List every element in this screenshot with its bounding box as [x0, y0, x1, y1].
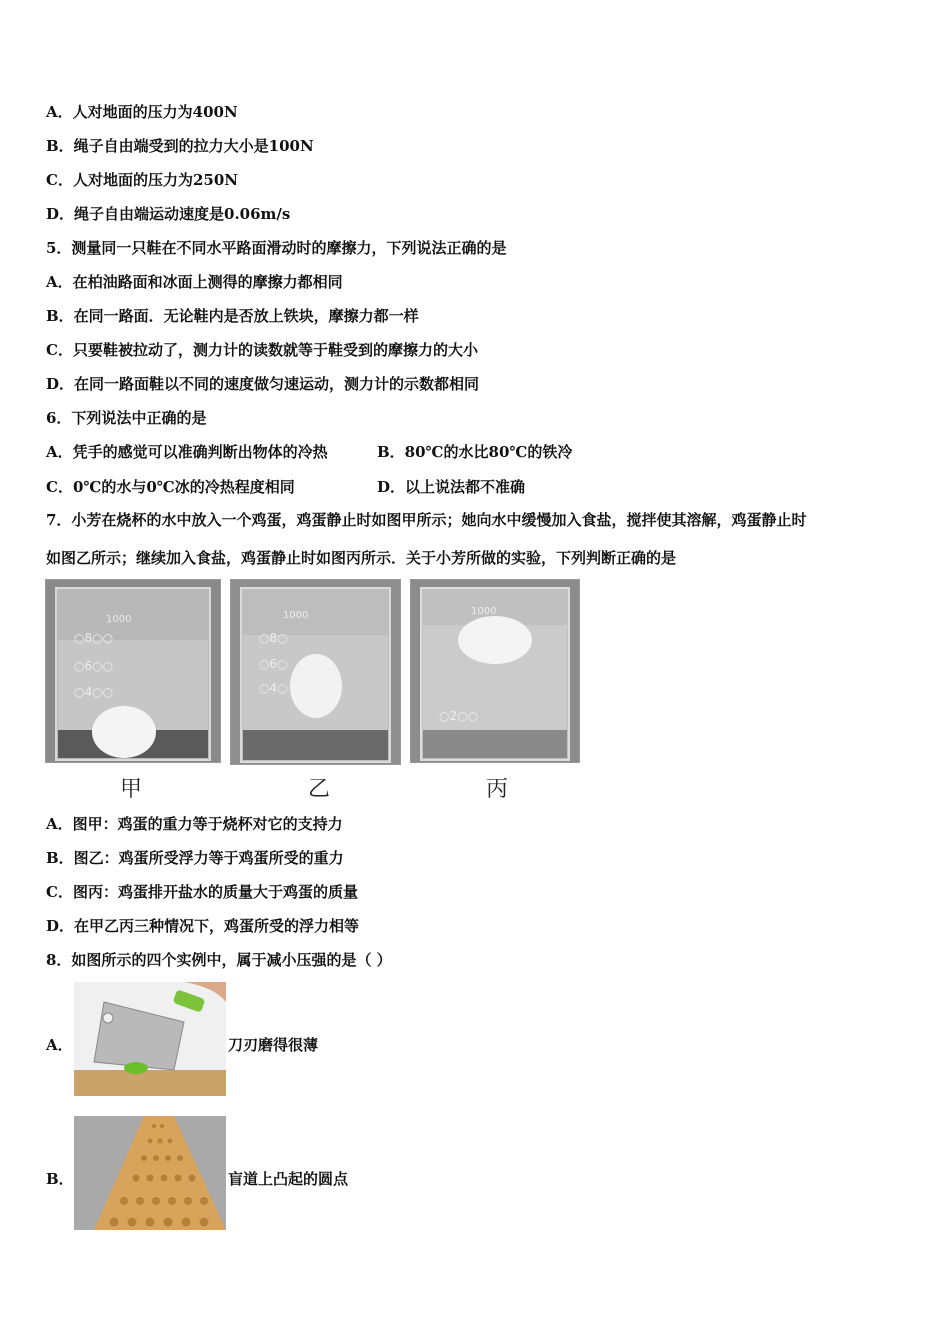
q7-stem-line1: 7．小芳在烧杯的水中放入一个鸡蛋，鸡蛋静止时如图甲所示；她向水中缓慢加入食盐，搅拌使其溶解，鸡蛋静止时 [46, 511, 807, 529]
q7-option-a: A．图甲：鸡蛋的重力等于烧杯对它的支持力 [46, 815, 343, 833]
q5-option-a: A．在柏油路面和冰面上测得的摩擦力都相同 [46, 273, 343, 291]
q5-option-c: C．只要鞋被拉动了，测力计的读数就等于鞋受到的摩擦力的大小 [46, 341, 478, 359]
svg-text:○8○: ○8○ [259, 631, 288, 645]
q5-option-b: B．在同一路面．无论鞋内是否放上铁块，摩擦力都一样 [46, 307, 419, 325]
q7-stem-line2: 如图乙所示；继续加入食盐，鸡蛋静止时如图丙所示．关于小芳所做的实验，下列判断正确的是 [46, 549, 677, 567]
svg-text:1000: 1000 [106, 614, 132, 625]
q8-option-b-label: B． [46, 1170, 74, 1188]
svg-text:○8○○: ○8○○ [74, 631, 114, 645]
caption-yi: 乙 [308, 777, 331, 802]
svg-text:○4○: ○4○ [259, 681, 288, 695]
svg-text:○2○○: ○2○○ [439, 709, 479, 723]
q4-option-b: B．绳子自由端受到的拉力大小是100N [46, 137, 314, 155]
q8-option-b-text: 盲道上凸起的圆点 [228, 1170, 349, 1188]
q7-option-d: D．在甲乙丙三种情况下，鸡蛋所受的浮力相等 [46, 917, 360, 935]
caption-bing: 丙 [486, 777, 509, 802]
beaker-photo-bing [410, 579, 580, 763]
knife-photo [74, 982, 226, 1096]
svg-text:1000: 1000 [283, 610, 309, 621]
q4-option-a: A．人对地面的压力为400N [46, 103, 238, 121]
q6-option-d: D．以上说法都不准确 [377, 478, 526, 496]
q8-stem: 8．如图所示的四个实例中，属于减小压强的是（ ） [46, 951, 392, 969]
svg-text:1000: 1000 [471, 606, 497, 617]
tactile-paving-photo [74, 1116, 226, 1230]
q5-stem: 5．测量同一只鞋在不同水平路面滑动时的摩擦力，下列说法正确的是 [46, 239, 507, 257]
q7-option-c: C．图丙：鸡蛋排开盐水的质量大于鸡蛋的质量 [46, 883, 358, 901]
q6-option-b: B．80℃的水比80℃的铁冷 [377, 443, 573, 461]
q8-option-a-label: A． [46, 1036, 73, 1054]
q7-option-b: B．图乙：鸡蛋所受浮力等于鸡蛋所受的重力 [46, 849, 344, 867]
q6-stem: 6．下列说法中正确的是 [46, 409, 207, 427]
q6-option-c: C．0℃的水与0℃冰的冷热程度相同 [46, 478, 295, 496]
beaker-photo-jia [45, 579, 221, 763]
beaker-photo-yi [230, 579, 401, 765]
q4-option-c: C．人对地面的压力为250N [46, 171, 238, 189]
q8-option-a-text: 刀刃磨得很薄 [228, 1036, 319, 1054]
svg-text:○6○○: ○6○○ [74, 659, 114, 673]
caption-jia: 甲 [120, 777, 143, 802]
q5-option-d: D．在同一路面鞋以不同的速度做匀速运动，测力计的示数都相同 [46, 375, 480, 393]
svg-text:○6○: ○6○ [259, 657, 288, 671]
q6-option-a: A．凭手的感觉可以准确判断出物体的冷热 [46, 443, 328, 461]
q4-option-d: D．绳子自由端运动速度是0.06m/s [46, 205, 291, 223]
svg-text:○4○○: ○4○○ [74, 685, 114, 699]
